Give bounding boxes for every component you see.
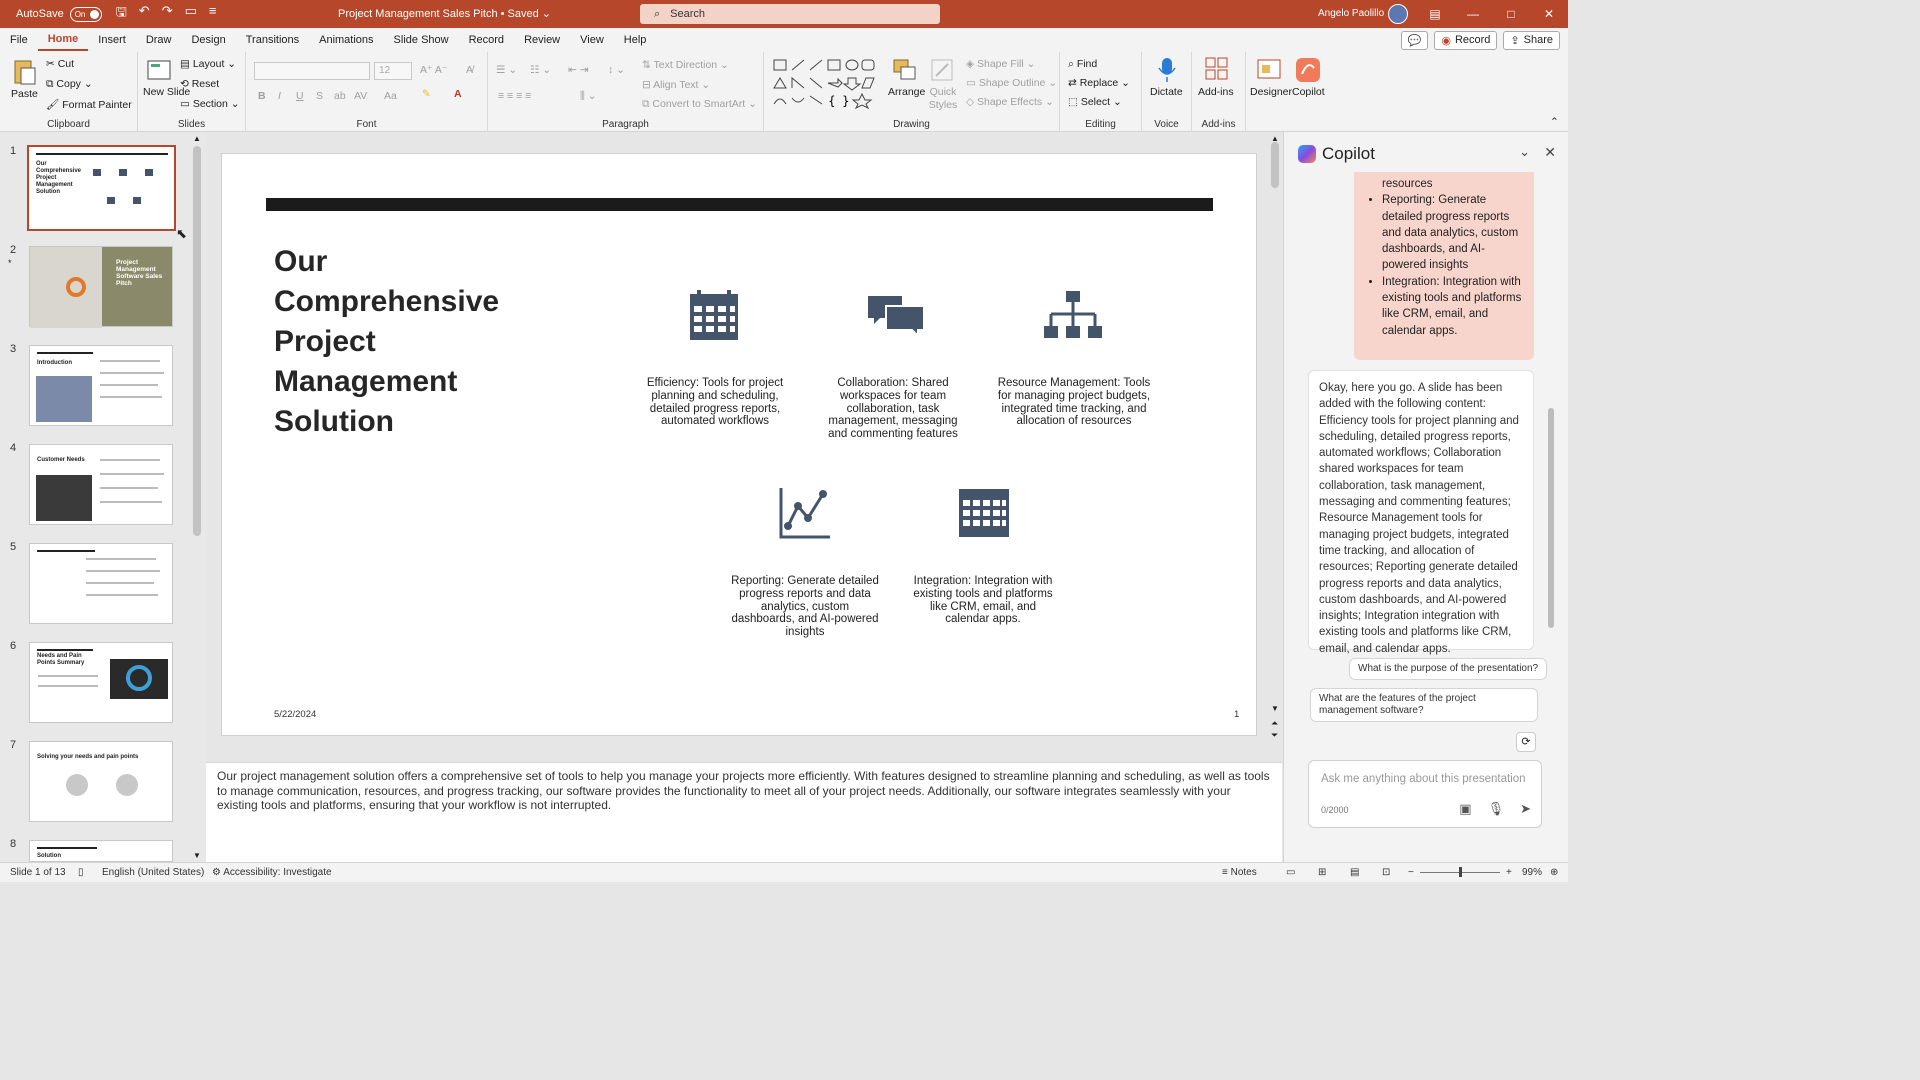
accessibility-label: Accessibility: Investigate [223, 867, 332, 878]
tab-transitions[interactable]: Transitions [245, 34, 300, 46]
status-bar [0, 862, 1568, 882]
language[interactable]: English (United States) [102, 867, 205, 878]
scissors-icon: ✂ [46, 58, 58, 70]
text-direction-label: Text Direction [653, 59, 718, 71]
user-message-head: resources [1382, 178, 1433, 190]
shape-outline-button[interactable]: ▭ Shape Outline ⌄ [966, 77, 1058, 89]
editing-label: Editing [1085, 119, 1116, 130]
arrange-button[interactable]: Arrange [888, 86, 926, 98]
zoom-out-icon[interactable]: − [1408, 867, 1414, 878]
thumb-logo-image [126, 665, 152, 691]
paragraph-group [488, 52, 764, 132]
tab-record[interactable]: Record [468, 34, 505, 46]
feature-collaboration-text[interactable]: Collaboration: Shared workspaces for team collaboration, task management, messaging and commenting features [828, 377, 958, 441]
copilot-input-placeholder: Ask me anything about this presentation [1321, 773, 1526, 785]
grow-font-icon[interactable]: A⁺ A⁻ [420, 64, 448, 76]
thumb-text-line [100, 473, 164, 475]
thumb-title: Project Management Software Sales Pitch [116, 259, 163, 287]
thumb-text-line [86, 570, 160, 572]
present-icon[interactable]: ▭ [184, 3, 197, 18]
indent-icons[interactable]: ⇤ ⇥ [568, 64, 589, 76]
layout-label: Layout [192, 58, 225, 70]
tab-design[interactable]: Design [191, 34, 226, 46]
autosave-switch[interactable] [70, 7, 102, 22]
feature-reporting-text[interactable]: Reporting: Generate detailed progress reports and data analytics, custom dashboards, and AI-powered insights [731, 575, 879, 639]
user-name[interactable]: Angelo Paolillo [1318, 8, 1385, 19]
feature-resource-management-text[interactable]: Resource Management: Tools for managing project budgets, integrated time tracking, and allocation of resources [997, 377, 1151, 428]
paste-button[interactable]: Paste [11, 88, 38, 100]
chat-bubbles-icon [866, 294, 926, 338]
thumb-text-line [86, 558, 156, 560]
replace-button[interactable]: ⇄ Replace ⌄ [1068, 77, 1130, 89]
close-icon[interactable]: ✕ [1544, 144, 1556, 160]
section-button[interactable]: ▭ Section ⌄ [180, 98, 240, 110]
underline-button[interactable]: U [296, 90, 304, 102]
brush-icon: 🖌 [46, 99, 63, 111]
thumb-number: 2 [10, 244, 17, 256]
strikethrough-button[interactable]: ab [334, 90, 346, 102]
thumb-check-icon [116, 774, 138, 796]
slides-label: Slides [177, 119, 206, 130]
copilot-scrollbar[interactable] [1548, 408, 1554, 628]
thumb-number: 5 [10, 541, 17, 553]
tab-review[interactable]: Review [524, 34, 561, 46]
refresh-icon[interactable]: ⟳ [1516, 732, 1536, 752]
thumb-number: 7 [10, 739, 17, 751]
layout-button[interactable]: ▤ Layout ⌄ [180, 58, 237, 70]
org-chart-icon [1044, 290, 1102, 342]
smartart-button[interactable]: ⧉ Convert to SmartArt ⌄ [642, 98, 757, 110]
thumb-mini-icon [107, 197, 115, 204]
addins-icon [1204, 56, 1230, 84]
microphone-icon[interactable]: 🎙 [1487, 801, 1505, 816]
copilot-button[interactable]: Copilot [1292, 86, 1325, 98]
reset-button[interactable]: ⟲ Reset [180, 78, 220, 90]
thumb-bar [37, 550, 95, 552]
thumbnails-scrollbar[interactable] [192, 140, 202, 854]
designer-button[interactable]: Designer [1250, 86, 1293, 98]
quick-styles-icon [930, 58, 956, 84]
current-slide[interactable] [221, 153, 1257, 736]
spelling-icon[interactable]: ▯ [78, 867, 84, 878]
user-message-item: • Integration: Integration with existing tools and platforms like CRM, email, and calendar apps. [1382, 274, 1524, 339]
thumb-text-line [100, 487, 158, 489]
slide-thumbnail-8[interactable] [29, 840, 173, 862]
reading-view-icon[interactable]: ▤ [1350, 867, 1360, 878]
new-slide-icon [146, 58, 172, 82]
addins-group [1192, 52, 1246, 132]
smartart-icon: ⧉ [642, 98, 653, 110]
autosave-state: On [74, 9, 86, 19]
fit-slide-icon[interactable]: ⊕ [1550, 867, 1559, 878]
clipboard-group [0, 52, 138, 132]
find-button[interactable] [1068, 58, 1097, 71]
thumb-text-line [86, 582, 154, 584]
clipboard-label: Clipboard [47, 119, 90, 130]
text-direction-icon: ⇅ [642, 59, 654, 71]
thumb-mini-icon [93, 169, 101, 176]
redo-icon[interactable]: ↷ [161, 3, 173, 18]
line-spacing-icon[interactable]: ↕ ⌄ [608, 64, 625, 76]
copilot-pane [1283, 132, 1568, 862]
text-direction-button[interactable]: ⇅ Text Direction ⌄ [642, 59, 729, 71]
new-slide-button[interactable]: New Slide [143, 86, 191, 98]
ribbon [0, 52, 1568, 132]
autosave-toggle[interactable] [16, 7, 102, 22]
find-icon: ⌕ [1068, 58, 1077, 70]
designer-icon [1256, 56, 1282, 84]
thumb-bar [37, 352, 93, 354]
thumb-photo [36, 475, 92, 521]
ribbon-display-icon[interactable]: ▤ [1429, 7, 1441, 21]
paragraph-label: Paragraph [602, 119, 649, 130]
thumb-bar [37, 847, 97, 849]
slide-scrollbar[interactable] [1270, 134, 1280, 714]
chevron-down-icon[interactable]: ⌄ [1519, 144, 1530, 159]
zoom-in-icon[interactable]: + [1506, 867, 1512, 878]
copy-icon: ⧉ [46, 78, 57, 90]
replace-label: Replace [1079, 77, 1119, 89]
record-icon: ◉ [1441, 34, 1451, 47]
collapse-ribbon-icon[interactable]: ⌃ [1550, 116, 1559, 128]
thumb-star-icon: * [8, 258, 12, 268]
grid-calendar-icon [958, 488, 1010, 538]
dictate-button[interactable]: Dictate [1150, 86, 1183, 98]
thumb-number: 1 [10, 145, 17, 157]
align-text-button[interactable]: ⊟ Align Text ⌄ [642, 79, 711, 91]
scroll-down-icon[interactable]: ▼ [193, 851, 201, 860]
shape-effects-button[interactable]: ◇ Shape Effects ⌄ [966, 96, 1054, 108]
select-label: Select [1080, 96, 1111, 108]
cut-label: Cut [57, 58, 75, 70]
copilot-response: Okay, here you go. A slide has been added with the following content: Efficiency tools for project planning and scheduling, detailed progress reports, automated workflows; Collaboration shared workspaces for team collaboration, task management, messaging and commenting features; Resource Management tools for managing project budgets, integrated time tracking, and allocation of resources; Reporting generate detailed progress reports and data analytics, custom dashboards, and AI-powered insights; Integration integration with existing tools and platforms like CRM, email, and calendar apps. [1308, 370, 1534, 650]
bold-button[interactable]: B [258, 90, 266, 102]
svg-text:{: { [828, 94, 836, 108]
paste-icon [12, 58, 36, 86]
slide-date: 5/22/2024 [274, 709, 317, 720]
thumb-text-line [86, 594, 158, 596]
thumb-title: Solution [37, 853, 61, 859]
tab-view[interactable]: View [580, 34, 604, 46]
select-button[interactable]: ⬚ Select ⌄ [1068, 96, 1122, 108]
search-icon: ⌕ [654, 7, 661, 20]
search-placeholder: Search [670, 8, 706, 20]
char-spacing-button[interactable]: AV [354, 90, 368, 102]
columns-icon[interactable]: ⫼ ⌄ [580, 90, 597, 102]
font-size-value: 12 [379, 65, 391, 76]
thumb-text-line [38, 685, 98, 687]
minimize-button[interactable]: — [1467, 7, 1479, 21]
copilot-chat [1294, 172, 1544, 655]
thumb-text-line [100, 396, 162, 398]
prev-slide-icon[interactable]: ⏶ [1271, 718, 1279, 728]
thumb-text-line [100, 459, 160, 461]
line-chart-icon [778, 486, 832, 540]
slide-thumbnail-7[interactable] [29, 741, 173, 822]
slide-title[interactable]: Our Comprehensive Project Management Solution [274, 245, 500, 438]
shapes-gallery-icon[interactable] [772, 58, 880, 108]
thumb-text-line [100, 501, 162, 503]
record-button[interactable] [1434, 31, 1497, 50]
tab-animations[interactable]: Animations [319, 34, 374, 46]
scroll-up-icon[interactable]: ▲ [1271, 134, 1279, 143]
select-icon: ⬚ [1068, 96, 1081, 108]
voice-label: Voice [1154, 119, 1179, 130]
copilot-logo-icon [1298, 145, 1316, 163]
tab-draw[interactable]: Draw [145, 34, 172, 46]
share-button[interactable] [1503, 31, 1560, 50]
slide-thumbnail-4[interactable] [29, 444, 173, 525]
find-label: Find [1076, 58, 1098, 70]
align-text-label: Align Text [653, 79, 699, 91]
thumb-bar [37, 649, 93, 651]
copy-button[interactable]: ⧉ Copy ⌄ [46, 78, 93, 90]
copilot-title: Copilot [1322, 144, 1375, 163]
align-icons[interactable]: ≡ ≡ ≡ ≡ [498, 90, 532, 102]
accessibility-button[interactable] [212, 867, 332, 878]
maximize-button[interactable]: □ [1507, 7, 1515, 21]
thumb-bar [36, 153, 168, 155]
normal-view-icon[interactable]: ▭ [1286, 867, 1296, 878]
customize-qat-icon[interactable]: ≡ [208, 3, 217, 18]
slide-thumbnail-3[interactable] [29, 345, 173, 426]
font-size-select[interactable] [374, 62, 412, 80]
suggestion-features[interactable]: What are the features of the project management software? [1310, 688, 1538, 722]
share-label: Share [1523, 34, 1553, 46]
user-message [1354, 172, 1534, 360]
font-label: Font [356, 119, 377, 130]
numbering-icon[interactable]: ☷ ⌄ [530, 64, 552, 76]
record-label: Record [1454, 34, 1491, 46]
feature-efficiency-text[interactable]: Efficiency: Tools for project planning and scheduling, detailed progress reports, automated workflows [646, 377, 784, 428]
thumb-title: Introduction [37, 360, 72, 366]
title-bar [0, 0, 1568, 28]
undo-icon[interactable]: ↶ [138, 3, 150, 18]
clear-format-icon[interactable]: A̸ [466, 64, 474, 76]
thumb-number: 6 [10, 640, 17, 652]
slide-thumbnail-6[interactable] [29, 642, 173, 723]
smartart-label: Convert to SmartArt [652, 98, 746, 110]
thumb-mini-icon [119, 169, 127, 176]
tab-insert[interactable]: Insert [98, 34, 126, 46]
thumb-chart-image [66, 277, 86, 297]
notes-label: Notes [1230, 867, 1257, 878]
format-painter-label: Format Painter [62, 99, 132, 111]
shape-effects-label: Shape Effects [977, 96, 1043, 108]
change-case-button[interactable]: Aa [384, 90, 397, 102]
close-button[interactable]: ✕ [1543, 7, 1555, 21]
tab-slide-show[interactable]: Slide Show [393, 34, 449, 46]
speaker-notes[interactable]: Our project management solution offers a comprehensive set of tools to help you manage your projects more efficiently. With features designed to streamline planning and scheduling, as well as tools to manage communication, resources, and progress tracking, our software provides the functionality to meet all of your project needs. Additionally, our software integrates seamlessly with your existing tools and platforms, ensuring that your workflow is not interrupted. [206, 762, 1282, 862]
format-painter-button[interactable] [46, 98, 132, 111]
thumb-check-icon [66, 774, 88, 796]
copilot-input[interactable] [1308, 760, 1542, 828]
editing-group [1060, 52, 1142, 132]
tab-file[interactable]: File [10, 34, 28, 46]
thumb-title: Customer Needs [37, 457, 85, 463]
autosave-label: AutoSave [16, 8, 64, 20]
copilot-ribbon-icon [1294, 56, 1322, 84]
copilot-header [1298, 144, 1375, 164]
shape-fill-label: Shape Fill [977, 58, 1024, 70]
tab-help[interactable]: Help [623, 34, 647, 46]
quick-styles-button[interactable]: Quick Styles [928, 86, 958, 111]
comment-icon: 💬 [1407, 34, 1422, 47]
replace-icon: ⇄ [1068, 77, 1080, 89]
slide-sorter-icon[interactable]: ⊞ [1318, 867, 1327, 878]
slide-number: 1 [1234, 709, 1240, 720]
zoom-level[interactable]: 99% [1522, 867, 1543, 878]
svg-text:}: } [842, 94, 850, 108]
share-icon: ⇪ [1510, 34, 1520, 47]
scroll-down-icon[interactable]: ▼ [1271, 704, 1279, 713]
thumb-number: 8 [10, 838, 17, 850]
font-color-icon[interactable]: A [454, 88, 462, 100]
highlight-color-icon[interactable]: ✎ [422, 88, 431, 100]
accessibility-icon: ⚙ [212, 867, 224, 878]
slide-thumbnail-1[interactable] [27, 145, 176, 231]
shape-outline-label: Shape Outline [978, 77, 1046, 89]
font-group [246, 52, 488, 132]
scroll-up-icon[interactable]: ▲ [193, 134, 201, 143]
thumb-title: Needs and Pain Points Summary [37, 653, 85, 666]
align-text-icon: ⊟ [642, 79, 654, 91]
font-name-select[interactable] [254, 62, 370, 80]
notes-button[interactable]: ≡ Notes [1222, 867, 1257, 878]
thumb-mini-icon [133, 197, 141, 204]
slideshow-icon[interactable]: ⊡ [1382, 867, 1391, 878]
drawing-label: Drawing [893, 119, 930, 130]
calendar-icon [688, 290, 740, 342]
microphone-icon [1156, 56, 1178, 84]
slide-thumbnail-2[interactable] [29, 246, 173, 327]
prompt-guide-icon[interactable]: ▣ [1459, 801, 1472, 816]
thumb-mini-icon [145, 169, 153, 176]
slide-thumbnail-5[interactable] [29, 543, 173, 624]
thumb-text-line [100, 372, 164, 374]
slide-count: Slide 1 of 13 [10, 867, 66, 878]
shadow-button[interactable]: S [316, 90, 324, 102]
mouse-cursor-icon: ⬉ [176, 226, 187, 241]
arrange-icon [892, 58, 918, 84]
drawing-group [764, 52, 1060, 132]
reset-label: Reset [191, 78, 220, 90]
char-count: 0/2000 [1321, 805, 1349, 815]
italic-button[interactable]: I [278, 90, 281, 102]
addins-button[interactable]: Add-ins [1198, 86, 1234, 98]
comments-button[interactable] [1401, 31, 1429, 50]
copy-label: Copy [56, 78, 81, 90]
next-slide-icon[interactable]: ⏷ [1271, 730, 1279, 740]
thumb-number: 4 [10, 442, 17, 454]
user-message-item: • Reporting: Generate detailed progress reports and data analytics, custom dashboards, and AI-powered insights [1382, 192, 1524, 273]
thumb-title: Solving your needs and pain points [37, 754, 139, 760]
slides-group [138, 52, 246, 132]
save-icon[interactable]: 🖫 [115, 4, 127, 19]
avatar[interactable] [1388, 4, 1408, 24]
thumb-title: Our Comprehensive Project Management Solution [36, 161, 82, 195]
suggestion-purpose[interactable]: What is the purpose of the presentation? [1349, 658, 1547, 680]
shape-fill-button[interactable]: ◈ Shape Fill ⌄ [966, 58, 1036, 70]
slide-header-bar [266, 198, 1213, 211]
thumb-number: 3 [10, 343, 17, 355]
zoom-slider-thumb[interactable] [1459, 867, 1462, 877]
search-input[interactable] [640, 4, 940, 24]
addins-label: Add-ins [1201, 119, 1236, 130]
cut-button[interactable] [46, 58, 74, 70]
voice-group [1142, 52, 1192, 132]
thumb-text-line [38, 675, 98, 677]
tab-home[interactable]: Home [38, 29, 89, 51]
document-title[interactable]: Project Management Sales Pitch • Saved ⌄ [338, 8, 552, 20]
thumb-text-line [100, 360, 160, 362]
ribbon-tabs [0, 28, 1568, 52]
thumb-photo [36, 376, 92, 422]
send-icon[interactable]: ➤ [1520, 801, 1531, 816]
feature-integration-text[interactable]: Integration: Integration with existing tools and platforms like CRM, email, and calendar apps. [913, 575, 1053, 626]
bullets-icon[interactable]: ☰ ⌄ [496, 64, 518, 76]
thumb-text-line [100, 384, 158, 386]
section-label: Section [192, 98, 228, 110]
